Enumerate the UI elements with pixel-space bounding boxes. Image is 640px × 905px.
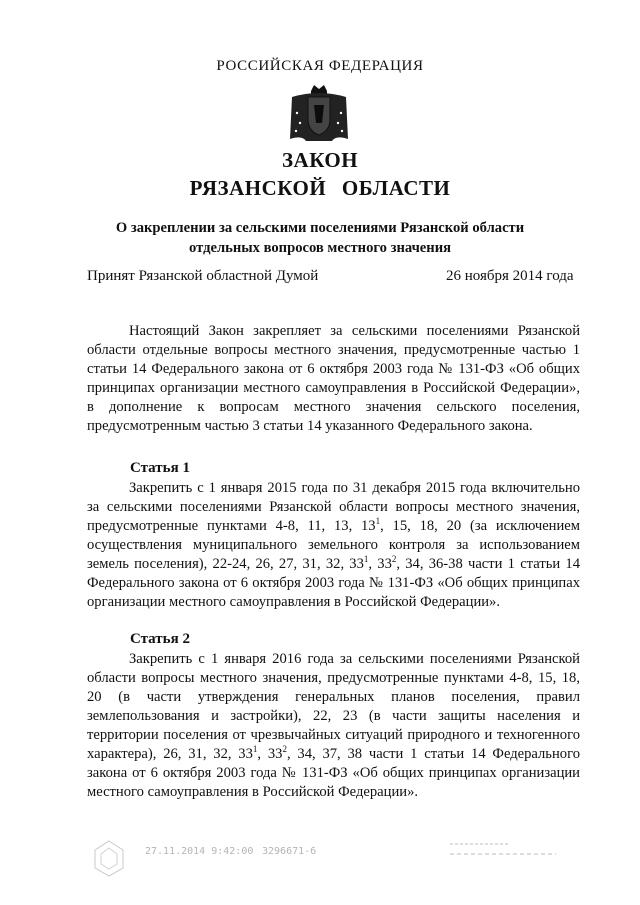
law-subject [60, 218, 580, 258]
law-word: ЗАКОН [281, 148, 359, 172]
country-heading: РОССИЙСКАЯ ФЕДЕРАЦИЯ [216, 58, 424, 74]
registration-footer [0, 838, 640, 888]
article-2-heading: Статья 2 [130, 631, 190, 647]
superscript: 1 [252, 744, 258, 755]
superscript: 1 [375, 516, 381, 527]
adopted-date: 26 ноября 2014 года [446, 268, 574, 284]
article-1-text: , 34, 36-38 части 1 статьи 14 Федерального закона от 6 октября 2003 года № 131-ФЗ «Об общих принципах организации местного самоуправления в Российской Федерации». [87, 556, 580, 610]
subject-line-1: О закреплении за сельскими поселениями Рязанской области [115, 220, 525, 236]
superscript: 2 [282, 744, 287, 755]
article-1-text: Закрепить с 1 января 2015 года по 31 декабря 2015 года включительно за сельскими поселениями Рязанской области вопросы местного значения, предусмотренные пунктами 4-8, 11, 13, 13 [87, 480, 580, 534]
article-2-paragraph [87, 650, 580, 802]
registration-timestamp: 27.11.2014 9:42:00 [145, 846, 254, 857]
article-2-text: , 33 [257, 746, 283, 762]
adopted-by: Принят Рязанской областной Думой [87, 268, 319, 284]
region-name: РЯЗАНСКОЙ ОБЛАСТИ [189, 176, 451, 200]
article-2-text: , 34, 37, 38 части 1 статьи 14 Федерального закона от 6 октября 2003 года № 131-ФЗ «Об общих принципах организации местного самоуправления в Российской Федерации». [87, 746, 580, 800]
article-2-text: Закрепить с 1 января 2016 года за сельскими поселениями Рязанской области вопросы местного значения, предусмотренные пунктами 4-8, 15, 18, 20 (в части утверждения генеральных планов поселения, правил землепользования и застройки), 22, 23 (в части защиты населения и территории поселения от чрезвычайных ситуаций природного и техногенного характера), 26, 31, 32, 33 [87, 651, 580, 762]
article-1-text: , 15, 18, 20 (за исключением осуществления муниципального земельного контроля за использованием земель поселения), 22-24, 26, 27, 31, 32, 33 [87, 518, 581, 572]
faded-stamp-icon [448, 838, 558, 868]
superscript: 1 [363, 554, 369, 565]
article-1-heading: Статья 1 [130, 460, 190, 476]
article-1-paragraph [87, 479, 580, 612]
seal-stamp-icon [90, 838, 128, 878]
superscript: 2 [391, 554, 397, 565]
registration-number: 3296671-6 [262, 846, 317, 857]
article-1-text: , 33 [368, 556, 392, 572]
subject-line-2: отдельных вопросов местного значения [189, 240, 451, 256]
law-title [0, 146, 640, 202]
preamble-paragraph [87, 322, 580, 436]
preamble-text: Настоящий Закон закрепляет за сельскими поселениями Рязанской области отдельные вопросы местного значения, предусмотренные частью 1 статьи 14 Федерального закона от 6 октября 2003 года № 131-ФЗ «Об общих принципах организации местного самоуправления в Российской Федерации», в дополнение к вопросам местного значения сельского поселения, предусмотренным частью 3 статьи 14 указанного Федерального закона. [87, 323, 580, 434]
coat-of-arms-icon [286, 83, 352, 145]
